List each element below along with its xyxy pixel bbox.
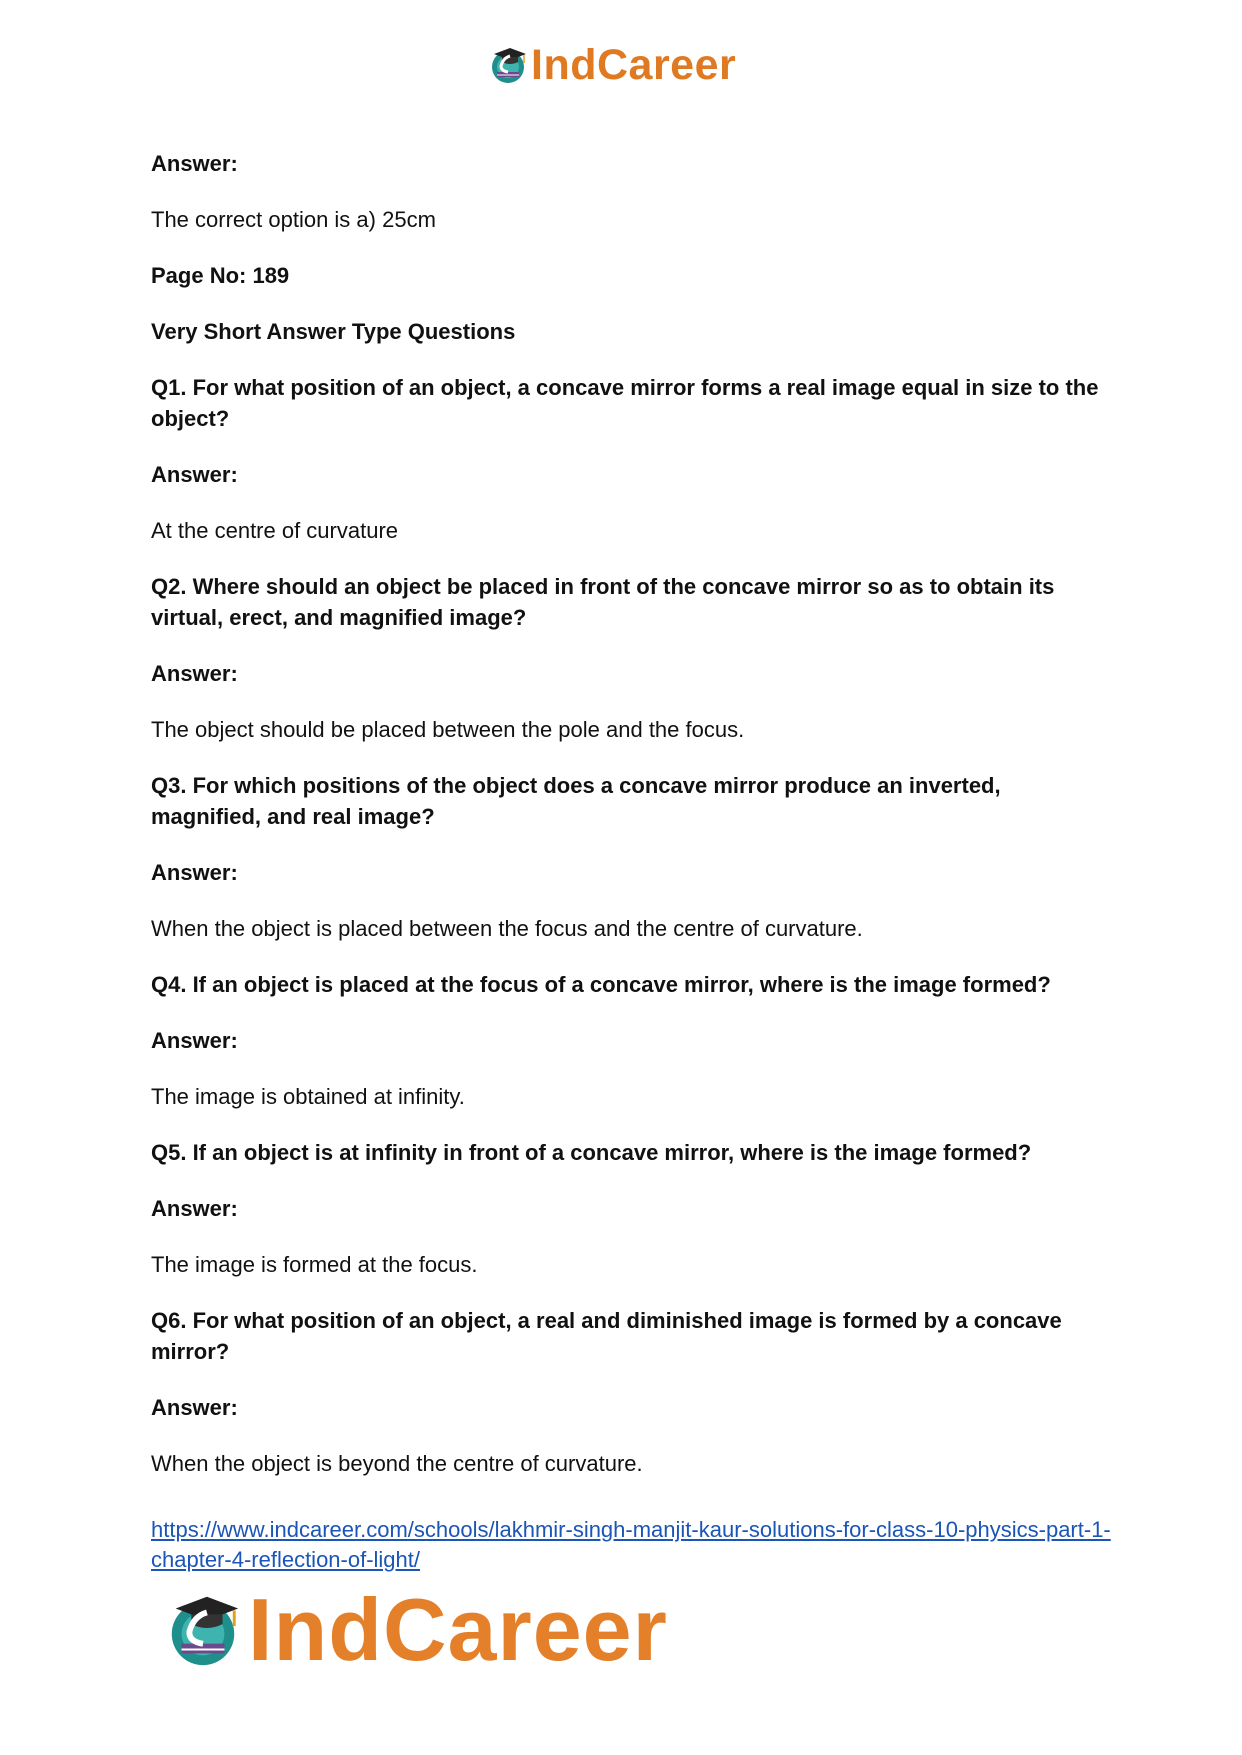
question-q5: Q5. If an object is at infinity in front of a concave mirror, where is the image formed?: [151, 1140, 1032, 1165]
page-number: Page No: 189: [151, 263, 290, 288]
answer-label: Answer:: [151, 860, 238, 885]
header-logo: [488, 40, 736, 90]
answer-label: Answer:: [151, 1028, 238, 1053]
logo-wordmark: IndCareer: [531, 40, 737, 89]
answer-text: The image is obtained at infinity.: [151, 1084, 465, 1109]
answer-label: Answer:: [151, 462, 238, 487]
footer-logo: [163, 1580, 668, 1679]
answer-text: When the object is beyond the centre of curvature.: [151, 1451, 643, 1476]
source-link[interactable]: https://www.indcareer.com/schools/lakhmir-singh-manjit-kaur-solutions-for-class-10-physics-part-1-chapter-4-reflection-of-light/: [151, 1517, 1111, 1572]
answer-text: The correct option is a) 25cm: [151, 207, 436, 232]
question-q4: Q4. If an object is placed at the focus of a concave mirror, where is the image formed?: [151, 972, 1051, 997]
answer-text: The image is formed at the focus.: [151, 1252, 478, 1277]
answer-label: Answer:: [151, 1196, 238, 1221]
logo-wordmark: IndCareer: [248, 1580, 668, 1679]
answer-text: When the object is placed between the focus and the centre of curvature.: [151, 916, 863, 941]
graduation-globe-icon: [163, 1589, 243, 1671]
graduation-globe-icon: [488, 44, 528, 86]
answer-label: Answer:: [151, 1395, 238, 1420]
answer-label: Answer:: [151, 151, 238, 176]
source-link-container: [151, 1515, 1111, 1575]
question-q1: Q1. For what position of an object, a concave mirror forms a real image equal in size to the object?: [151, 375, 1099, 431]
answer-text: At the centre of curvature: [151, 518, 399, 543]
document-body: [151, 148, 1101, 1479]
answer-text: The object should be placed between the pole and the focus.: [151, 717, 745, 742]
question-q2: Q2. Where should an object be placed in front of the concave mirror so as to obtain its virtual, erect, and magnified image?: [151, 574, 1055, 630]
question-q6: Q6. For what position of an object, a real and diminished image is formed by a concave mirror?: [151, 1308, 1062, 1364]
answer-label: Answer:: [151, 661, 238, 686]
section-heading: Very Short Answer Type Questions: [151, 319, 516, 344]
question-q3: Q3. For which positions of the object does a concave mirror produce an inverted, magnified, and real image?: [151, 773, 1001, 829]
